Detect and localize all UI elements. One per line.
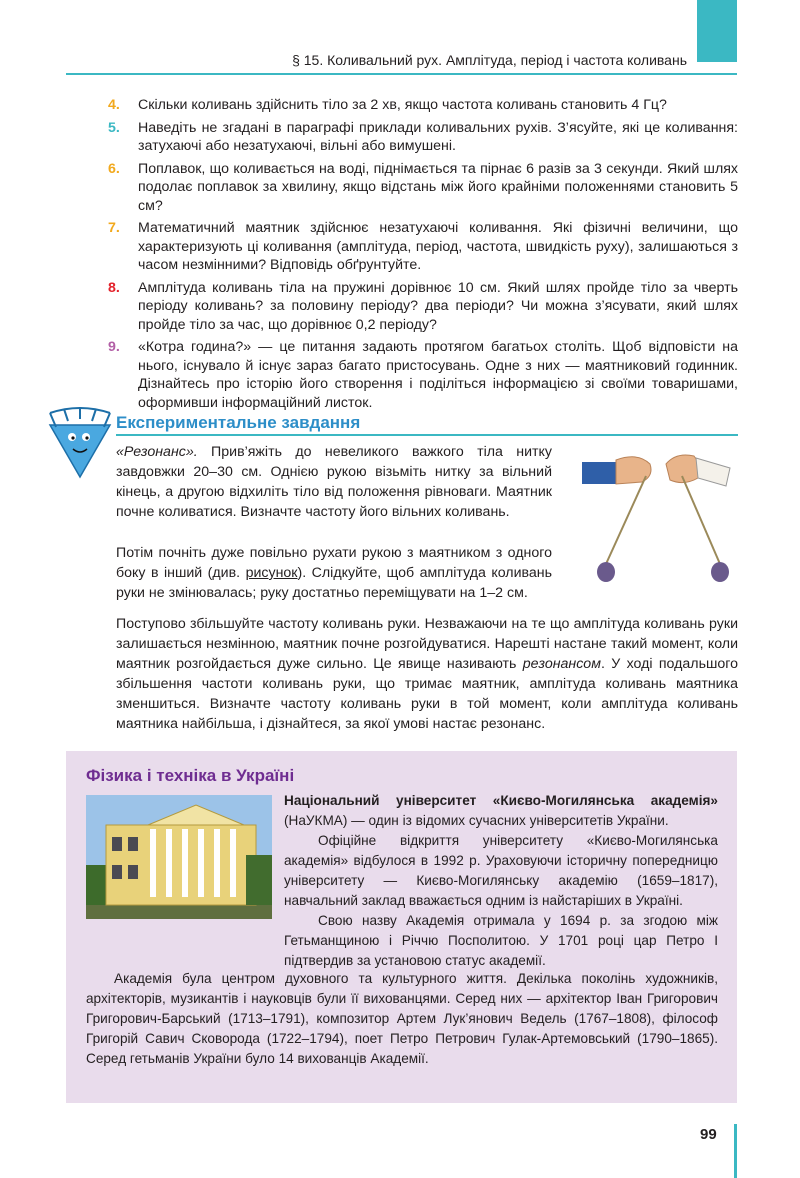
- question-number: 9.: [108, 339, 120, 355]
- experiment-paragraph: [116, 442, 552, 522]
- question-text: «Котра година?» — це питання задають протягом багатьох століть. Щоб відповісти на нього, існувало й існує зараз багато пристосувань. Одне з них — маятниковий годинник. Дізнайтесь про історію його створення і поділіться інформацією зі своїми товаришами, оформивши інформаційний листок.: [138, 339, 738, 411]
- experiment-text: . У ході подальшого збільшення частоти коливань руки, що тримає маятник, амплітуда коливань маятника зменшиться. Визначте частоту коливань руки в той момент, коли амплітуда коливань маятника найбільша, і дізнайтеся, за якої умові настає резонанс.: [116, 656, 738, 732]
- infobox-title: Фізика і техніка в Україні: [86, 766, 295, 785]
- infobox-lead: [284, 791, 718, 971]
- experiment-rule: [116, 434, 738, 436]
- question-list: [108, 96, 738, 416]
- infobox-paragraph: Свою назву Академія отримала у 1694 р. за згодою між Гетьманщиною і Річчю Посполитою. У 1701 році цар Петро І підтвердив за установою статус академії.: [284, 913, 718, 968]
- experiment-text: Прив’яжіть до невеликого важкого тіла нитку завдовжки 20–30 см. Однією рукою візьміть нитку за вільний кінець, а другою відхиліть тіло від положення рівноваги. Маятник почне коливатися. Визначте частоту його вільних коливань.: [116, 444, 552, 520]
- infobox-paragraph: Офіційне відкриття університету «Києво-Могилянська академія» відбулося в 1992 р. Ураховуючи історичну попередницю університету — Києво-Могилянську академію (1659–1817), навчальний заклад вважається одним із найстаріших в Україні.: [284, 833, 718, 908]
- experiment-text: ). Слідкуйте, щоб амплітуда коливань руки не змінювалась; руку достатньо переміщувати на 1–2 см.: [116, 565, 552, 601]
- experiment-paragraph: [116, 614, 738, 734]
- question-text: Математичний маятник здійснює незатухаючі коливання. Які фізичні величини, що характеризують ці коливання (амплітуда, період, частота, швидкість руху), залишаються з часом незмінними? Відповідь обґрунтуйте.: [138, 220, 738, 273]
- question-item: [108, 96, 738, 115]
- experiment-text: Поступово збільшуйте частоту коливань руки. Незважаючи на те що амплітуда коливань руки залишається незмінною, маятник почне розгойдуватися. Нарешті настане такий момент, коли маятник розгойдається дуже сильно. Це явище називають: [116, 616, 738, 672]
- page-number: 99: [700, 1126, 717, 1143]
- question-item: [108, 160, 738, 216]
- question-item: [108, 119, 738, 156]
- question-number: 6.: [108, 160, 120, 177]
- experiment-intro-label: «Резонанс».: [116, 444, 198, 460]
- question-item: [108, 279, 738, 335]
- university-name: Національний університет «Києво-Могилянська академія»: [284, 793, 718, 808]
- pendulum-hands-illustration: [576, 446, 736, 586]
- infobox-text: (НаУКМА) — один із відомих сучасних університетів України.: [284, 813, 669, 828]
- experiment-paragraph: [116, 543, 552, 603]
- question-number: 7.: [108, 220, 120, 236]
- infobox-paragraph: Академія була центром духовного та культурного життя. Декілька поколінь художників, архітекторів, музикантів і науковців були її вихованцями. Серед них — архітектор Іван Григорович Григорович-Барський (1713–1791), композитор Артем Лук’янович Ведель (1767–1808), філософ Григорій Савич Сковорода (1722–1794), поет Петро Петрович Гулак-Артемовський (1790–1865). Серед гетьманів України було 14 вихованців Академії.: [86, 971, 718, 1066]
- experiment-mascot-icon: [46, 407, 114, 479]
- question-text: Наведіть не згадані в параграфі приклади коливальних рухів. З’ясуйте, які це коливання: затухаючі або незатухаючі, вільні або вимушені.: [138, 119, 738, 154]
- header-tab-marker: [697, 0, 737, 62]
- resonance-term: резонансом: [522, 656, 601, 672]
- question-number: 4.: [108, 97, 120, 113]
- question-text: Амплітуда коливань тіла на пружині дорівнює 10 см. Який шлях пройде тіло за чверть періоду коливань? за половину періоду? два періоди? Чи можна з’ясувати, який шлях пройде тіло за час, що дорівнює 0,2 періоду?: [138, 279, 738, 333]
- question-item: [108, 219, 738, 275]
- experiment-text: Потім почніть дуже повільно рухати рукою з маятником з одного боку в інший (див.: [116, 545, 552, 581]
- question-text: Скільки коливань здійснить тіло за 2 хв, якщо частота коливань становить 4 Гц?: [138, 97, 667, 113]
- university-building-photo: [86, 795, 272, 919]
- question-number: 5.: [108, 119, 120, 136]
- figure-reference-link[interactable]: рисунок: [245, 565, 298, 581]
- header-rule: [66, 73, 737, 75]
- page-number-bar: [734, 1124, 737, 1178]
- question-item: [108, 338, 738, 412]
- question-text: Поплавок, що коливається на воді, піднімається та пірнає 6 разів за 3 секунди. Який шлях подолає поплавок за хвилину, якщо відстань між його крайніми положеннями становить 5 см?: [138, 160, 738, 214]
- infobox-paragraph: [284, 791, 718, 831]
- section-header-title: § 15. Коливальний рух. Амплітуда, період і частота коливань: [292, 52, 687, 68]
- experiment-title: Експериментальне завдання: [116, 413, 361, 432]
- question-number: 8.: [108, 279, 120, 296]
